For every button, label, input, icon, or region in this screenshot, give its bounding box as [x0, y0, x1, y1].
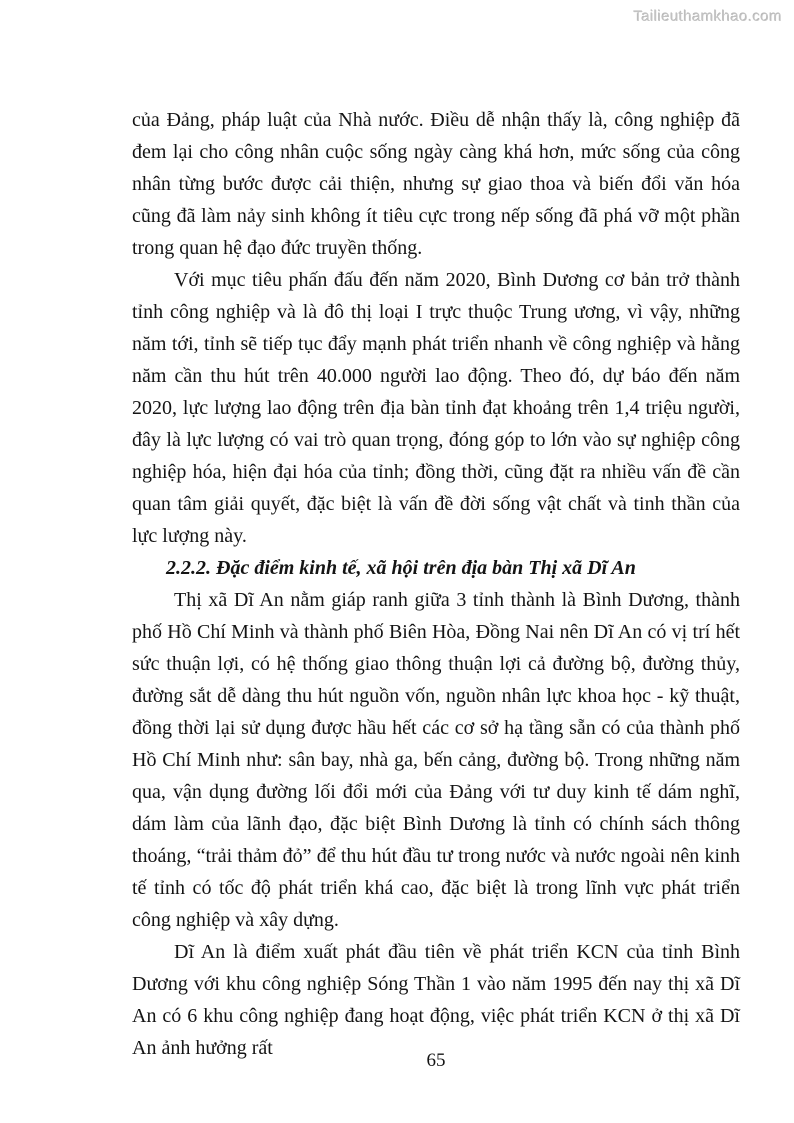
page-number: 65	[426, 1050, 446, 1071]
paragraph: Dĩ An là điểm xuất phát đầu tiên về phát triển KCN của tỉnh Bình Dương với khu công nghiệp Sóng Thần 1 vào năm 1995 đến nay thị xã Dĩ An có 6 khu công nghiệp đang hoạt động, việc phát triển KCN ở thị xã Dĩ An ảnh hưởng rất	[132, 941, 740, 1059]
watermark-text: Tailieuthamkhao.com	[633, 8, 782, 25]
paragraph-continuation: của Đảng, pháp luật của Nhà nước. Điều dễ nhận thấy là, công nghiệp đã đem lại cho công nhân cuộc sống ngày càng khá hơn, mức sống của công nhân từng bước được cải thiện, nhưng sự giao thoa và biến đổi văn hóa cũng đã làm nảy sinh không ít tiêu cực trong nếp sống đã phá vỡ một phần trong quan hệ đạo đức truyền thống.	[132, 109, 740, 259]
document-body	[132, 104, 740, 1064]
paragraph: Với mục tiêu phấn đấu đến năm 2020, Bình Dương cơ bản trở thành tỉnh công nghiệp và là đô thị loại I trực thuộc Trung ương, vì vậy, những năm tới, tỉnh sẽ tiếp tục đẩy mạnh phát triển nhanh về công nghiệp và hằng năm cần thu hút trên 40.000 người lao động. Theo đó, dự báo đến năm 2020, lực lượng lao động trên địa bàn tỉnh đạt khoảng trên 1,4 triệu người, đây là lực lượng có vai trò quan trọng, đóng góp to lớn vào sự nghiệp công nghiệp hóa, hiện đại hóa của tỉnh; đồng thời, cũng đặt ra nhiều vấn đề cần quan tâm giải quyết, đặc biệt là vấn đề đời sống vật chất và tinh thần của lực lượng này.	[132, 269, 740, 547]
paragraph: Thị xã Dĩ An nằm giáp ranh giữa 3 tỉnh thành là Bình Dương, thành phố Hồ Chí Minh và thành phố Biên Hòa, Đồng Nai nên Dĩ An có vị trí hết sức thuận lợi, có hệ thống giao thông thuận lợi cả đường bộ, đường thủy, đường sắt dễ dàng thu hút nguồn vốn, nguồn nhân lực khoa học - kỹ thuật, đồng thời lại sử dụng được hầu hết các cơ sở hạ tầng sẵn có của thành phố Hồ Chí Minh như: sân bay, nhà ga, bến cảng, đường bộ. Trong những năm qua, vận dụng đường lối đổi mới của Đảng với tư duy kinh tế dám nghĩ, dám làm của lãnh đạo, đặc biệt Bình Dương là tỉnh có chính sách thông thoáng, “trải thảm đỏ” để thu hút đầu tư trong nước và nước ngoài nên kinh tế tỉnh có tốc độ phát triển khá cao, đặc biệt là trong lĩnh vực phát triển công nghiệp và xây dựng.	[132, 589, 740, 931]
section-heading: 2.2.2. Đặc điểm kinh tế, xã hội trên địa bàn Thị xã Dĩ An	[166, 557, 636, 579]
